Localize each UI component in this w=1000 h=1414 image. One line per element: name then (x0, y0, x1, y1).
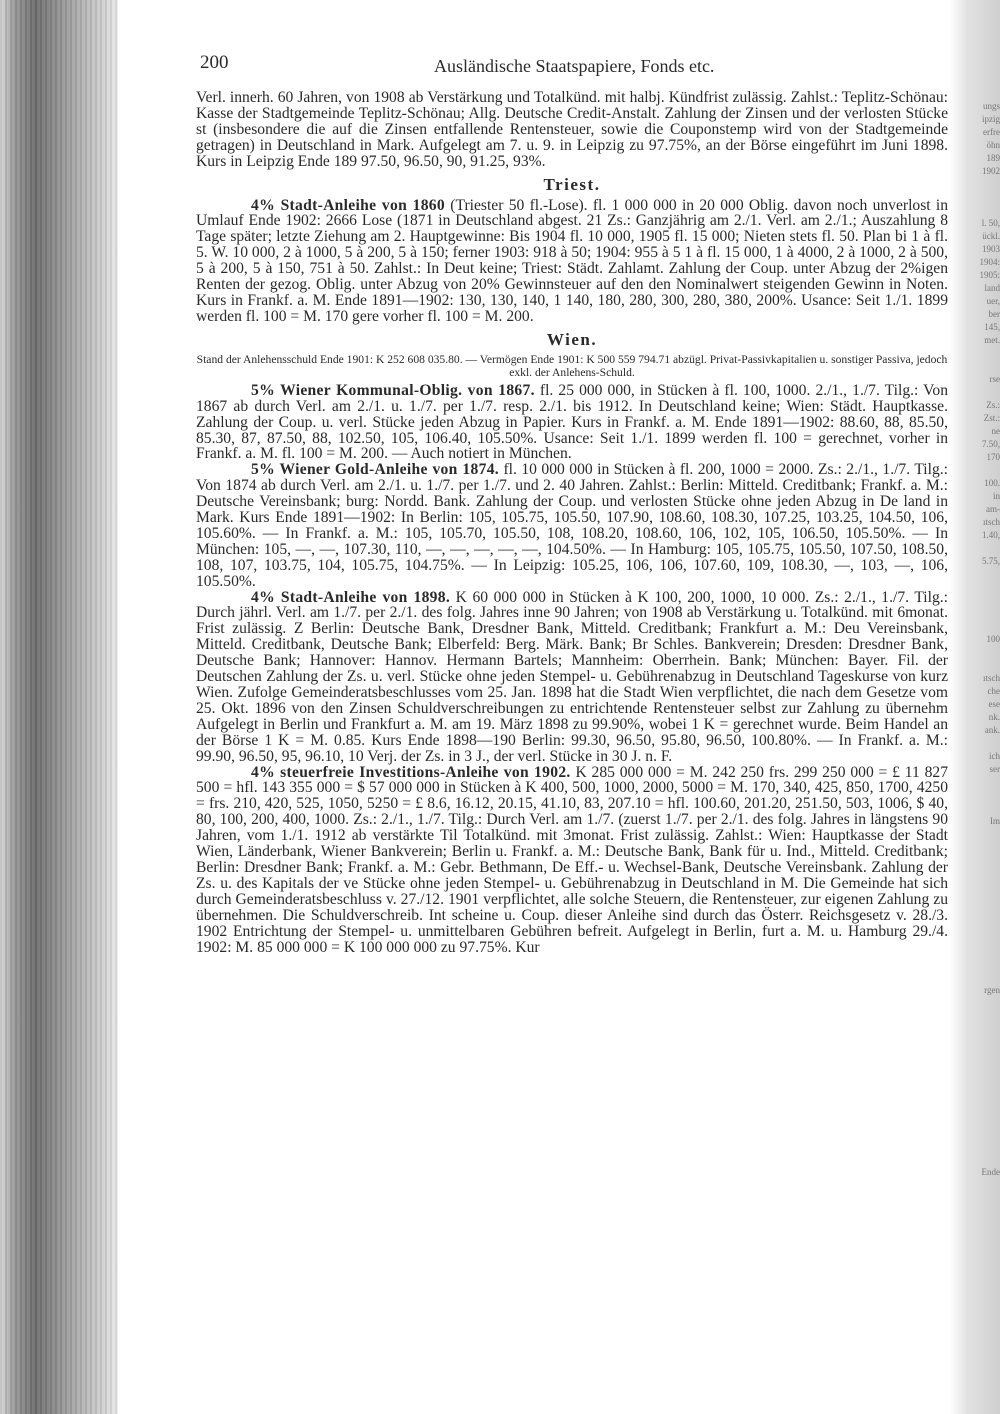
entry-title: 4% steuerfreie Investitions-Anleihe von 1902. (251, 763, 571, 781)
entry-text: K 60 000 000 in Stücken à K 100, 200, 1000, 10 000. Zs.: 2./1., 1./7. Tilg.: Durch jährl. Verl. am 1./7. per 2./1. des folg. Jahres inne 90 Jahren; von 1908 ab Verstärkung u. Totalkünd. mit 6monat. Frist zulässig. Z Berlin: Deutsche Bank, Dresdner Bank, Mitteld. Creditbank; Frankfurt a. M.: Deu Vereinsbank, Mitteld. Creditbank, Deutsche Bank; Elberfeld: Berg. Märk. Bank; Br Schles. Bankverein; Dresden: Dresdner Bank, Deutsche Bank; Hannover: Hannov. Hermann Bartels; Mannheim: Oberrhein. Bank; München: Bayer. Fil. der Deutschen Zahlung der Zs. u. verl. Stücke ohne jeden Stempel- u. Gebührenabzug in Deutschland Tageskurse von kurz Wien. Zufolge Gemeinderatsbeschlusses vom 25. Jan. 1898 hat die Stadt Wien verpflichtet, die nach dem Gesetze vom 25. Okt. 1896 von den Zinsen Schuldverschreibungen zu entrichtende Rentensteuer selbst zur Zahlung zu übernehm Aufgelegt in Berlin und Frankfurt a. M. am 19. März 1898 zu 99.90%, wobei 1 K = gerechnet wurde. Beim Handel an der Börse 1 K = M. 0.85. Kurs Ende 1898—190 Berlin: 99.30, 96.50, 95.80, 96.50, 100.80%. — In Frankf. a. M.: 99.90, 96.50, 95, 96.10, 10 Verj. der Zs. in 3 J., der verl. Stücke in 30 J. n. F. (196, 588, 948, 765)
margin-fragment (954, 542, 1000, 555)
margin-fragment (954, 1010, 1000, 1023)
margin-fragment: 7.50, (982, 439, 1000, 449)
margin-fragment: 1904: (979, 257, 1000, 267)
entry-title: 5% Wiener Kommunal-Oblig. von 1867. (251, 381, 535, 399)
entry-wien-1898 (196, 590, 948, 765)
margin-fragment: 5.75, (982, 556, 1000, 566)
margin-fragment: ückl. (982, 231, 1000, 241)
document-page (196, 52, 948, 955)
margin-fragment (954, 386, 1000, 399)
margin-fragment: ne (991, 426, 1000, 436)
margin-fragment: 100 (986, 634, 1000, 644)
margin-fragment (954, 1049, 1000, 1062)
margin-fragment (954, 581, 1000, 594)
margin-fragment (954, 347, 1000, 360)
margin-fragment (954, 568, 1000, 581)
margin-fragment: Zs.: (986, 400, 1000, 410)
margin-fragment: nk. (988, 712, 1000, 722)
margin-fragment: erfre (983, 127, 1000, 137)
entry-wien-1867 (196, 383, 948, 463)
page-number: 200 (200, 52, 229, 73)
entry-title: 4% Stadt-Anleihe von 1860 (251, 196, 446, 214)
margin-fragment (954, 1023, 1000, 1036)
margin-fragment (954, 867, 1000, 880)
margin-fragment: 1902 (982, 166, 1000, 176)
margin-fragment: ıtsch (983, 673, 1000, 683)
margin-fragment (954, 646, 1000, 659)
margin-fragment (954, 594, 1000, 607)
entry-wien-1902 (196, 765, 948, 956)
margin-fragment (954, 1075, 1000, 1088)
margin-fragment: 1905: (979, 270, 1000, 280)
margin-fragment: Im (990, 816, 1000, 826)
margin-fragment (954, 191, 1000, 204)
margin-fragment: 145, (984, 322, 1000, 332)
margin-fragment (954, 464, 1000, 477)
entry-text: fl. 25 000 000, in Stücken à fl. 100, 1000. 2./1., 1./7. Tilg.: Von 1867 ab durch Verl. am 2./1. u. 1./7. per 1./7. resp. 2./1. bis 1912. In Deutschland keine; Wien: Städt. Hauptkasse. Zahlung der Coup. u. verl. Stücke jeden Abzug in Papier. Kurs in Frankf. a. M. Ende 1891—1902: 88.60, 88, 85.50, 85.30, 87, 87.50, 88, 102.50, 105, 106.40, 105.50%. Usance: Seit 1./1. 1899 werden fl. 100 = gerechnet, vorher in Frankf. a. M. fl. 100 = M. 200. — Auch notiert in München. (196, 381, 948, 463)
margin-fragment (954, 1114, 1000, 1127)
margin-fragment (954, 893, 1000, 906)
margin-fragment: ese (988, 699, 1000, 709)
margin-fragment: Ende (981, 1167, 1000, 1177)
margin-fragment (954, 997, 1000, 1010)
margin-fragment: 100. (984, 478, 1000, 488)
margin-fragment: öhn (986, 140, 1000, 150)
section-heading-wien: Wien. (546, 329, 598, 349)
margin-fragment (954, 607, 1000, 620)
margin-fragment (954, 854, 1000, 867)
margin-fragment (954, 932, 1000, 945)
margin-fragment (954, 919, 1000, 932)
margin-fragment: uer, (986, 296, 1000, 306)
page-header (196, 52, 948, 90)
margin-fragment (954, 802, 1000, 815)
margin-fragment: land (984, 283, 1000, 293)
margin-fragment: ser (989, 764, 1000, 774)
margin-fragment (954, 776, 1000, 789)
margin-fragment: che (987, 686, 1000, 696)
right-margin-fragments (954, 100, 1000, 1179)
margin-fragment (954, 958, 1000, 971)
margin-fragment (954, 945, 1000, 958)
margin-fragment: ıtsch (983, 517, 1000, 527)
running-title: Ausländische Staatspapiere, Fonds etc. (434, 56, 715, 76)
margin-fragment (954, 880, 1000, 893)
margin-fragment (954, 841, 1000, 854)
section-heading-triest: Triest. (543, 174, 601, 194)
margin-fragment (954, 1036, 1000, 1049)
margin-fragment (954, 1153, 1000, 1166)
scan-binding-shadow (0, 0, 118, 1414)
margin-fragment (954, 659, 1000, 672)
margin-fragment: ipzig (982, 114, 1000, 124)
margin-fragment (954, 737, 1000, 750)
margin-fragment (954, 1088, 1000, 1101)
margin-fragment (954, 789, 1000, 802)
margin-fragment (954, 1140, 1000, 1153)
margin-fragment: 189 (986, 153, 1000, 163)
margin-fragment (954, 204, 1000, 217)
wien-debt-note: Stand der Anlehensschuld Ende 1901: K 252 608 035.80. — Vermögen Ende 1901: K 500 559 794.71 abzügl. Privat-Passivkapitalien u. sonstiger Passiva, jedoch exkl. der Anlehens-Schuld. (196, 352, 948, 379)
entry-text: fl. 10 000 000 in Stücken à fl. 200, 1000 = 2000. Zs.: 2./1., 1./7. Tilg.: Von 1874 ab durch Verl. am 2./1. u. 1./7. per 1./7. und 2. 40 Jahren. Zahlst.: Berlin: Mitteld. Creditbank; Frankf. a. M.: Deutsche Vereinsbank; burg: Nordd. Bank. Zahlung der Coup. und verlosten Stücke ohne jeden Abzug in De land in Mark. Kurs Ende 1891—1902: In Berlin: 105, 105.75, 105.50, 107.90, 108.60, 108.30, 107.25, 103.25, 104.50, 106, 105.60%. — In Frankf. a. M.: 105, 105.70, 105.50, 108, 108.20, 108.60, 106, 102, 105, 106.50, 105.50%. — In München: 105, —, —, 107.30, 110, —, —, —, —, —, 104.50%. — In Hamburg: 105, 105.75, 105.50, 107.50, 108.50, 108, 107, 103.75, 104, 105.75, 104.75%. — In Leipzig: 105.25, 106, 106, 107.60, 109, 108.30, —, 103, —, 106, 105.50%. (196, 461, 948, 590)
margin-fragment (954, 1127, 1000, 1140)
entry-title: 5% Wiener Gold-Anleihe von 1874. (251, 461, 499, 479)
margin-fragment (954, 971, 1000, 984)
margin-fragment: ungs (982, 101, 1000, 111)
margin-fragment: am- (986, 504, 1000, 514)
margin-fragment: Zst.: (983, 413, 1000, 423)
margin-fragment: in (992, 491, 1000, 501)
margin-fragment: ber (988, 309, 1000, 319)
margin-fragment (954, 1101, 1000, 1114)
margin-fragment: 170 (986, 452, 1000, 462)
entry-wien-1874 (196, 462, 948, 589)
margin-fragment: 1903 (982, 244, 1000, 254)
margin-fragment: 1.40, (982, 530, 1000, 540)
intro-paragraph: Verl. innerh. 60 Jahren, von 1908 ab Verstärkung und Totalkünd. mit halbj. Kündfrist zulässig. Zahlst.: Teplitz-Schönau: Kasse der Stadtgemeinde Teplitz-Schönau; Allg. Deutsche Credit-Anstalt. Zahlung der Zinsen und der verlosten Stücke st (insbesondere die auf die Zinsen entfallende Rentensteuer, sowie die Couponstemp wird von der Stadtgemeinde getragen) in Deutschland in Mark. Aufgelegt am 7. u. 9. in Leipzig zu 97.75%, an der Börse eingeführt im Juni 1898. Kurs in Leipzig Ende 189 97.50, 96.50, 90, 91.25, 93%. (196, 89, 948, 170)
entry-text: K 285 000 000 = M. 242 250 frs. 299 250 000 = £ 11 827 500 = hfl. 143 355 000 = $ 57 000 000 in Stücken à K 400, 500, 1000, 2000, 5000 = M. 170, 340, 425, 850, 1700, 4250 = frs. 210, 420, 525, 1050, 5250 = £ 8.6, 16.12, 20.15, 41.10, 83, 207.10 = hfl. 100.60, 201.20, 251.50, 503, 1006, $ 40, 80, 100, 200, 400, 1000. Zs.: 2./1., 1./7. Tilg.: Durch Verl. am 1./7. (zuerst 1./7. per 2./1. des folg. Jahres in längstens 90 Jahren, vom 1./1. 1912 ab verstärkte Til Totalkünd. mit 3monat. Frist zulässig. Zahlst.: Wien: Hauptkasse der Stadt Wien, Länderbank, Wiener Bankverein; Berlin u. Frankf. a. M.: Deutsche Bank, Bank für u. Ind., Mitteld. Creditbank; Berlin: Dresdner Bank; Frankf. a. M.: Gebr. Bethmann, De Eff.- u. Wechsel-Bank, Deutsche Vereinsbank. Zahlung der Zs. u. des Kapitals der ve Stücke ohne jeden Stempel- u. Gebührenabzug in Deutschland in M. Die Gemeinde hat sich durch Gemeinderatsbeschluss v. 27./12. 1901 verpflichtet, alle solche Steuern, die Rentensteuer, zur eigenen Zahlung zu übernehmen. Die Schuldverschreib. Int scheine u. Coup. dieser Anleihe sind durch das Österr. Reichsgesetz v. 28./3. 1902 Entrichtung der Stempel- u. unmittelbaren Gebühren befreit. Aufgelegt in Berlin, furt a. M. u. Hamburg 29./4. 1902: M. 85 000 000 = K 100 000 000 zu 97.75%. Kur (196, 763, 948, 956)
margin-fragment (954, 178, 1000, 191)
margin-fragment: ich (989, 751, 1000, 761)
margin-fragment (954, 828, 1000, 841)
margin-fragment (954, 1062, 1000, 1075)
entry-title: 4% Stadt-Anleihe von 1898. (251, 588, 451, 606)
margin-fragment: rgen (984, 985, 1000, 995)
margin-fragment (954, 620, 1000, 633)
margin-fragment: ank. (984, 725, 1000, 735)
margin-fragment (954, 906, 1000, 919)
margin-fragment (954, 360, 1000, 373)
entry-text: (Triester 50 fl.-Lose). fl. 1 000 000 in 20 000 Oblig. davon noch unverlost in Umlauf Ende 1902: 2666 Lose (1871 in Deutschland abgest. 21 Zs.: Ganzjährig am 2./1. Verl. am 2./1.; Auszahlung 8 Tage später; letzte Ziehung am 2. Hauptgewinne: Bis 1904 fl. 10 000, 1905 fl. 15 000; Nieten stets fl. 50. Plan bi 1 à fl. 5. W. 10 000, 2 à 1000, 5 à 200, 5 à 150; ferner 1903: 918 à 50; 1904: 955 à 5 1 à fl. 15 000, 1 à 4000, 2 à 1000, 2 à 500, 5 à 200, 5 à 150, 751 à 50. Zahlst.: In Deut keine; Triest: Städt. Zahlamt. Zahlung der Coup. unter Abzug der 2%igen Renten der gezog. Oblig. unter Abzug von 20% Gewinnsteuer auf den den Nominalwert steigenden Gewinn in Noten. Kurs in Frankf. a. M. Ende 1891—1902: 130, 130, 140, 1 140, 180, 280, 300, 280, 380, 200%. Usance: Seit 1./1. 1899 werden fl. 100 = M. 170 gere vorher fl. 100 = M. 200. (196, 196, 949, 325)
entry-triest-1860 (196, 198, 948, 325)
margin-fragment: l. 50, (981, 218, 1000, 228)
margin-fragment: met. (984, 335, 1000, 345)
margin-fragment: rse (989, 374, 1000, 384)
